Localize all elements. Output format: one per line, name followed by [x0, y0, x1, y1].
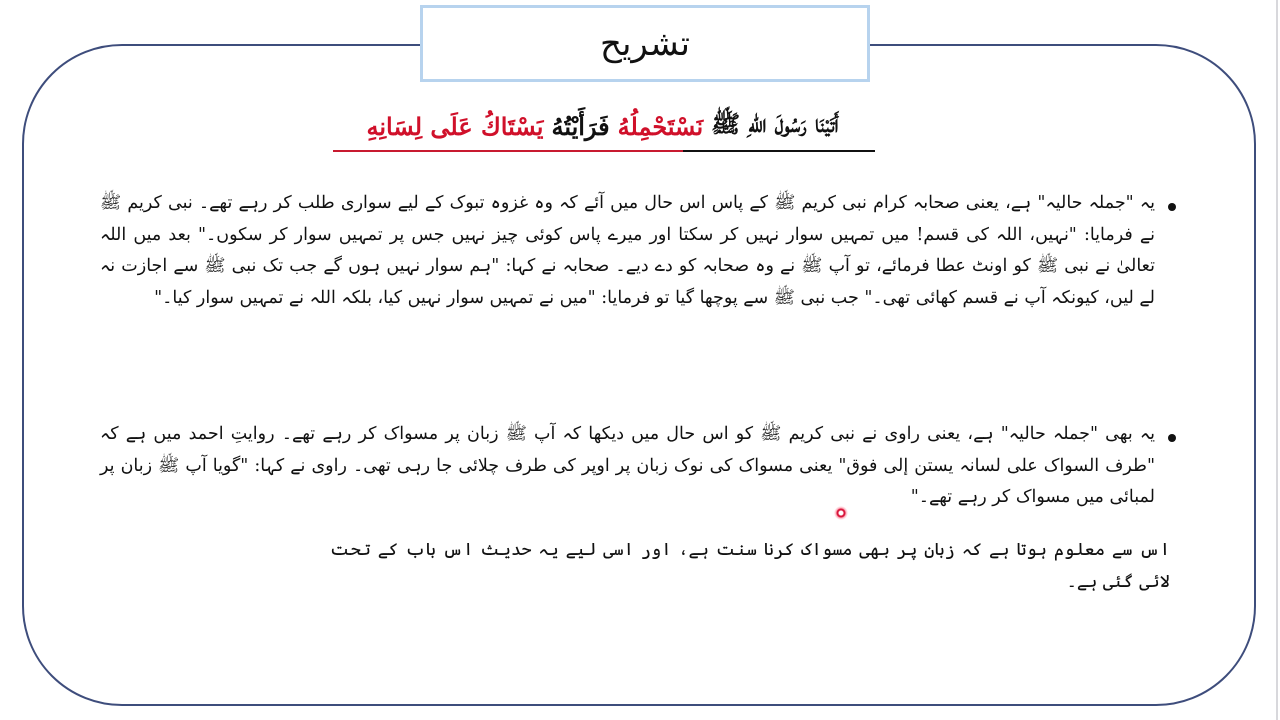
bullet-dot-2	[1168, 434, 1176, 442]
laser-pointer-icon	[834, 506, 848, 520]
bullet-dot-1	[1168, 203, 1176, 211]
slide-title: تشریح	[600, 23, 690, 64]
window-edge	[1276, 0, 1278, 720]
hadith-part-4: يَسْتَاكُ عَلَى لِسَانِهِ	[366, 111, 544, 141]
hadith-heading	[330, 100, 875, 152]
hadith-underline	[333, 150, 875, 152]
hadith-part-1: أَتَيْنَا رَسُولَ اللّٰهِ ﷺ	[711, 108, 839, 138]
title-box	[420, 5, 870, 82]
conclusion-text: اس سے معلوم ہوتا ہے کہ زبان پر بھی مسواک کرنا سنت ہے، اور اسی لیے یہ حدیث اس باب کے تحت لائی گئی ہے۔	[330, 540, 1170, 592]
hadith-part-2: نَسْتَحْمِلُهُ	[617, 111, 704, 141]
explanation-bullet-2: یہ بھی "جملہ حالیہ" ہے، یعنی راوی نے نبی کریم ﷺ کو اس حال میں دیکھا کہ آپ ﷺ زبان پر مسواک کر رہے تھے۔ روایتِ احمد میں ہے کہ "طرف السواک علی لسانہ یستن إلی فوق" یعنی مسواک کی نوک زبان پر اوپر کی طرف چلائی جا رہی تھی۔ راوی نے کہا: "گویا آپ ﷺ زبان پر لمبائی میں مسواک کر رہے تھے۔"	[100, 424, 1155, 507]
hadith-underline-red	[333, 150, 683, 152]
explanation-bullet-1: یہ "جملہ حالیہ" ہے، یعنی صحابہ کرام نبی کریم ﷺ کے پاس اس حال میں آئے کہ وہ غزوہ تبوک کے لیے سواری طلب کر رہے تھے۔ نبی کریم ﷺ نے فرمایا: "نہیں، اللہ کی قسم! میں تمہیں سوار نہیں کر سکتا اور میرے پاس کوئی چیز نہیں جس پر تمہیں سوار کر سکوں۔" بعد میں اللہ تعالیٰ نے نبی ﷺ کو اونٹ عطا فرمائے، تو آپ ﷺ نے وہ صحابہ کو دے دیے۔ صحابہ نے کہا: "ہم سوار نہیں ہوں گے جب تک نبی ﷺ سے اجازت نہ لے لیں، کیونکہ آپ نے قسم کھائی تھی۔" جب نبی ﷺ سے پوچھا گیا تو فرمایا: "میں نے تمہیں سوار نہیں کیا، بلکہ اللہ نے تمہیں سوار کیا۔"	[100, 193, 1155, 308]
hadith-part-3: فَرَأَيْتُهُ	[551, 111, 610, 141]
